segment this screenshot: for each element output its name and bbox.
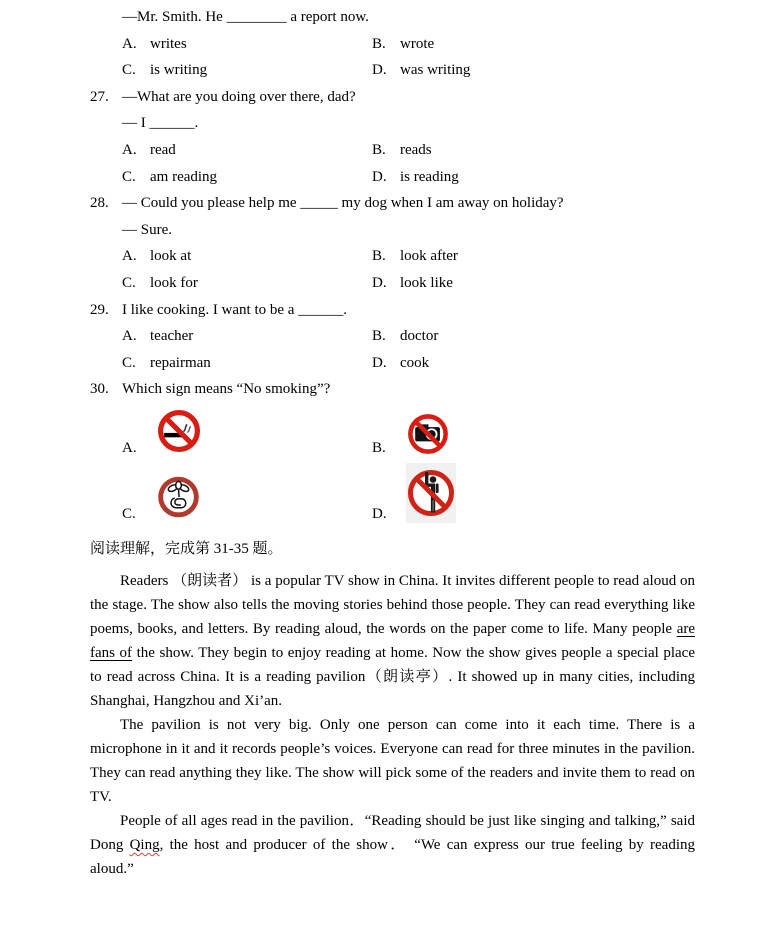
question-block <box>90 84 695 190</box>
option-letter: B. <box>372 439 386 456</box>
paragraph-text: the show. They begin to enjoy reading at home. Now the show gives people a special place to read across China. It is a reading pavilion（朗读亭）. It showed up in many cities, including Shanghai, Hangzhou and Xi’an. <box>90 644 695 709</box>
option-text: look after <box>400 248 458 265</box>
option-d <box>372 270 453 297</box>
stem-text: —What are you doing over there, dad? <box>122 88 356 105</box>
option-row <box>90 243 695 270</box>
option-letter: A. <box>122 35 137 52</box>
stem-text: — Could you please help me _____ my dog when I am away on holiday? <box>122 195 564 212</box>
option-row <box>90 350 695 377</box>
option-row <box>90 57 695 84</box>
option-letter: C. <box>122 505 136 522</box>
option-letter: C. <box>122 354 136 371</box>
reading-paragraph-3 <box>90 809 695 881</box>
question-stem <box>90 84 695 111</box>
option-letter: B. <box>372 248 386 265</box>
question-stem <box>90 376 695 403</box>
option-letter: D. <box>372 505 387 522</box>
option-text: writes <box>150 35 187 52</box>
option-text: reads <box>400 141 432 158</box>
option-letter: B. <box>372 35 386 52</box>
option-letter: D. <box>372 354 387 371</box>
option-row <box>90 164 695 191</box>
spellcheck-word: Qing <box>129 836 160 853</box>
option-letter: D. <box>372 62 387 79</box>
option-b <box>372 243 458 270</box>
option-c <box>122 164 372 191</box>
option-a <box>122 243 372 270</box>
stem-text: — Sure. <box>122 221 172 238</box>
option-letter: A. <box>122 248 137 265</box>
option-a <box>122 323 372 350</box>
reading-heading: 阅读理解，完成第 31-35 题。 <box>90 540 283 557</box>
option-row <box>90 270 695 297</box>
no-smoking-sign-icon <box>156 405 202 457</box>
stem-text: — I ______. <box>122 115 199 132</box>
reading-passage <box>90 569 695 881</box>
option-letter: B. <box>372 328 386 345</box>
option-text: is writing <box>150 62 208 79</box>
sign-option-d <box>372 463 456 523</box>
reading-section <box>90 537 695 881</box>
question-stem <box>90 4 695 31</box>
option-letter: B. <box>372 141 386 158</box>
option-text: was writing <box>400 62 471 79</box>
sign-option-c <box>122 471 372 523</box>
sign-option-row <box>90 463 695 523</box>
question-stem-line2 <box>90 217 695 244</box>
option-text: wrote <box>400 35 435 52</box>
question-stem <box>90 190 695 217</box>
stem-text: —Mr. Smith. He ________ a report now. <box>122 9 369 25</box>
question-number: 30. <box>90 381 109 398</box>
sign-option-row <box>90 405 695 457</box>
option-text: doctor <box>400 328 439 345</box>
paragraph-text: , the host and producer of the show． “We can express our true feeling by reading aloud.” <box>90 836 695 877</box>
option-letter: A. <box>122 141 137 158</box>
no-photography-sign-icon <box>406 411 450 457</box>
option-c <box>122 350 372 377</box>
stem-text: Which sign means “No smoking”? <box>122 381 331 398</box>
option-text: is reading <box>400 168 459 185</box>
paragraph-text: People of all ages read in the pavilion．“Reading should be just like singing and talking,” said Dong <box>90 812 695 853</box>
option-c <box>122 57 372 84</box>
sign-option-a <box>122 405 372 457</box>
question-stem <box>90 297 695 324</box>
option-b <box>372 323 438 350</box>
option-letter: C. <box>122 168 136 185</box>
option-d <box>372 350 429 377</box>
reading-paragraph-1 <box>90 569 695 713</box>
option-a <box>122 31 372 58</box>
option-letter: D. <box>372 168 387 185</box>
paragraph-text: Readers （朗读者） is a popular TV show in China. It invites different people to read aloud on the stage. The show also tells the moving stories behind those people. They can read everything like poems, books, and letters. By reading aloud, the words on the paper come to life. Many people <box>90 572 695 637</box>
question-block <box>90 4 695 84</box>
option-text: repairman <box>150 354 211 371</box>
option-text: am reading <box>150 168 218 185</box>
option-d <box>372 164 459 191</box>
option-letter: C. <box>122 62 136 79</box>
option-letter: C. <box>122 274 136 291</box>
option-b <box>372 31 434 58</box>
multiple-choice-section <box>90 4 695 523</box>
reading-paragraph-2: The pavilion is not very big. Only one person can come into it each time. There is a microphone in it and it records people’s voices. Everyone can read for three minutes in the pavilion. They can read anything they like. The show will pick some of the readers and invite them to read on TV. <box>90 716 695 805</box>
question-block <box>90 190 695 296</box>
no-picking-flowers-sign-icon <box>156 471 201 523</box>
option-text: look like <box>400 274 453 291</box>
question-number: 29. <box>90 301 109 318</box>
question-number: 28. <box>90 195 109 212</box>
option-text: cook <box>400 354 430 371</box>
question-block <box>90 297 695 377</box>
option-row <box>90 323 695 350</box>
sign-option-b <box>372 411 450 457</box>
option-letter: D. <box>372 274 387 291</box>
option-row <box>90 137 695 164</box>
option-text: look at <box>150 248 192 265</box>
stem-text: I like cooking. I want to be a ______. <box>122 301 347 318</box>
no-climbing-sign-icon <box>406 463 456 523</box>
option-a <box>122 137 372 164</box>
underlined-phrase: are fans of <box>90 620 695 661</box>
option-text: read <box>150 141 176 158</box>
option-c <box>122 270 372 297</box>
option-letter: A. <box>122 328 137 345</box>
option-row <box>90 31 695 58</box>
option-letter: A. <box>122 439 137 456</box>
option-b <box>372 137 432 164</box>
option-text: look for <box>150 274 198 291</box>
option-d <box>372 57 470 84</box>
question-number: 27. <box>90 88 109 105</box>
option-text: teacher <box>150 328 194 345</box>
question-stem-line2 <box>90 110 695 137</box>
question-block <box>90 376 695 523</box>
